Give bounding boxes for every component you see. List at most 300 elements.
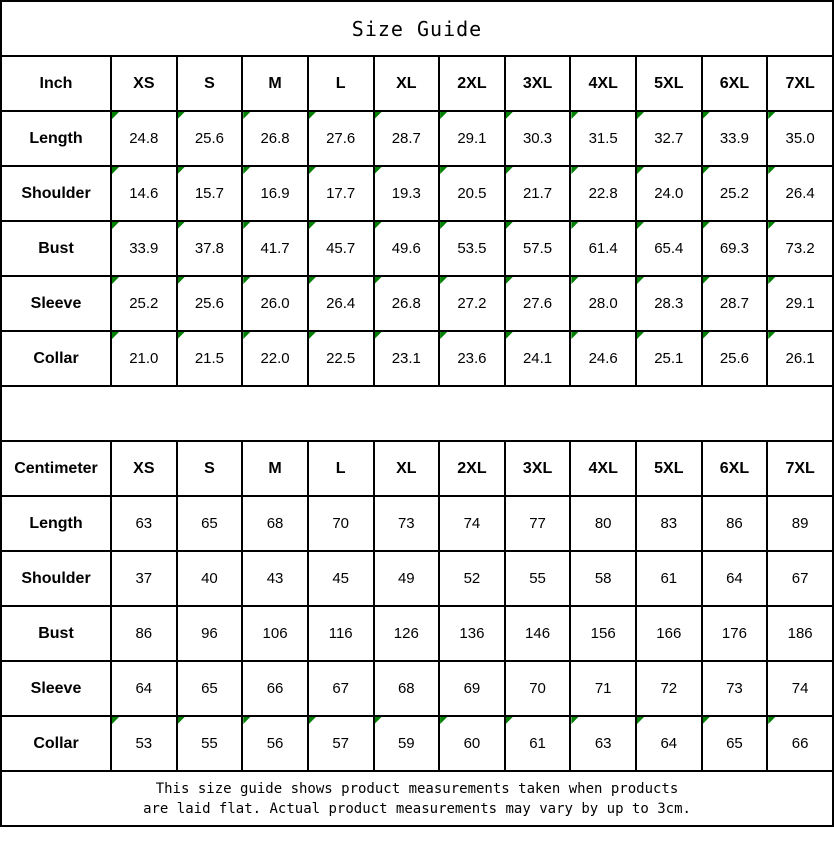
measurement-value-cell — [242, 606, 308, 661]
measurement-value: 26.4 — [326, 295, 356, 312]
measurement-value-cell — [505, 661, 571, 716]
measurement-value-cell — [505, 496, 571, 551]
measurement-value-cell — [439, 166, 505, 221]
measurement-value: 55 — [529, 570, 546, 587]
measurement-value: 25.6 — [194, 295, 225, 312]
measurement-value-cell — [308, 276, 374, 331]
measurement-value: 40 — [201, 570, 218, 587]
measurement-value-cell — [767, 331, 833, 386]
measurement-value: 166 — [656, 625, 682, 642]
cell-flag-triangle-icon — [703, 717, 710, 724]
measurement-value: 83 — [660, 515, 678, 532]
measurement-value-cell — [570, 661, 636, 716]
measurement-value: 23.6 — [457, 350, 487, 367]
measurement-value: 28.7 — [719, 295, 750, 312]
measurement-value-cell — [767, 111, 833, 166]
measurement-value: 176 — [721, 625, 747, 642]
measurement-value: 80 — [594, 515, 612, 532]
cell-flag-triangle-icon — [178, 717, 185, 724]
footer-note — [1, 771, 833, 826]
measurement-value-cell — [636, 606, 702, 661]
cell-flag-triangle-icon — [243, 167, 250, 174]
measurement-value: 96 — [201, 625, 218, 642]
cell-flag-triangle-icon — [440, 167, 447, 174]
measurement-value-cell — [505, 606, 571, 661]
measurement-value-cell — [111, 111, 177, 166]
measurement-value-cell — [702, 166, 768, 221]
measurement-value: 33.9 — [719, 130, 750, 147]
measurement-value: 65 — [201, 680, 218, 697]
measurement-value-cell — [374, 496, 440, 551]
measurement-value-cell — [767, 276, 833, 331]
size-header-cell: M — [242, 441, 308, 496]
measurement-value: 61.4 — [588, 240, 618, 257]
measurement-value-cell — [570, 551, 636, 606]
measurement-value: 86 — [726, 515, 743, 532]
cell-flag-triangle-icon — [703, 112, 710, 119]
cell-flag-triangle-icon — [243, 112, 250, 119]
measurement-value-cell — [636, 331, 702, 386]
measurement-label-cell: Length — [1, 111, 111, 166]
measurement-value: 26.8 — [391, 295, 421, 312]
footer-note-line2: are laid flat. Actual product measurements may vary by up to 3cm. — [143, 800, 691, 817]
cell-flag-triangle-icon — [375, 167, 382, 174]
cell-flag-triangle-icon — [571, 332, 578, 339]
measurement-value: 186 — [787, 625, 813, 642]
size-header-cell: M — [242, 56, 308, 111]
measurement-value-cell — [505, 276, 571, 331]
measurement-value: 19.3 — [391, 185, 421, 202]
cell-flag-triangle-icon — [506, 277, 513, 284]
measurement-value: 70 — [332, 515, 350, 532]
cell-flag-triangle-icon — [440, 332, 447, 339]
measurement-value: 67 — [791, 570, 809, 587]
measurement-value-cell — [308, 331, 374, 386]
measurement-value-cell — [767, 496, 833, 551]
measurement-value-cell — [111, 331, 177, 386]
cell-flag-triangle-icon — [768, 222, 775, 229]
cell-flag-triangle-icon — [571, 167, 578, 174]
measurement-value: 21.0 — [129, 350, 159, 367]
cell-flag-triangle-icon — [375, 222, 382, 229]
footer-note-line1: This size guide shows product measurements taken when products — [155, 780, 679, 797]
cell-flag-triangle-icon — [375, 112, 382, 119]
cell-flag-triangle-icon — [112, 222, 119, 229]
measurement-value-cell — [111, 166, 177, 221]
measurement-value-cell — [636, 661, 702, 716]
measurement-value: 22.8 — [588, 185, 618, 202]
measurement-value-cell — [111, 606, 177, 661]
measurement-value: 24.1 — [522, 350, 553, 367]
cell-flag-triangle-icon — [506, 222, 513, 229]
measurement-value: 72 — [660, 680, 678, 697]
measurement-value: 71 — [594, 680, 612, 697]
cell-flag-triangle-icon — [309, 717, 316, 724]
measurement-value: 66 — [266, 680, 284, 697]
size-header-cell: 2XL — [439, 56, 505, 111]
size-header-cell: 3XL — [505, 441, 571, 496]
measurement-value: 61 — [529, 735, 546, 752]
measurement-value-cell — [636, 716, 702, 771]
measurement-value-cell — [308, 606, 374, 661]
measurement-value: 22.0 — [260, 350, 290, 367]
measurement-value: 28.7 — [391, 130, 421, 147]
measurement-value: 27.6 — [522, 295, 553, 312]
cell-flag-triangle-icon — [637, 167, 644, 174]
measurement-value-cell — [111, 276, 177, 331]
cell-flag-triangle-icon — [375, 717, 382, 724]
cell-flag-triangle-icon — [768, 332, 775, 339]
measurement-value: 86 — [135, 625, 153, 642]
measurement-value: 67 — [332, 680, 350, 697]
cell-flag-triangle-icon — [178, 222, 185, 229]
unit-header-cell: Inch — [1, 56, 111, 111]
cell-flag-triangle-icon — [768, 717, 775, 724]
measurement-value: 28.3 — [654, 295, 684, 312]
measurement-label-cell: Sleeve — [1, 276, 111, 331]
measurement-value-cell — [374, 276, 440, 331]
cell-flag-triangle-icon — [309, 332, 316, 339]
size-header-cell: S — [177, 441, 243, 496]
measurement-value-cell — [177, 276, 243, 331]
cell-flag-triangle-icon — [703, 332, 710, 339]
cell-flag-triangle-icon — [440, 717, 447, 724]
cell-flag-triangle-icon — [637, 112, 644, 119]
measurement-value-cell — [570, 221, 636, 276]
measurement-value: 68 — [266, 515, 284, 532]
unit-header-cell: Centimeter — [1, 441, 111, 496]
measurement-value: 33.9 — [129, 240, 159, 257]
size-header-cell: S — [177, 56, 243, 111]
measurement-value-cell — [636, 221, 702, 276]
cell-flag-triangle-icon — [112, 332, 119, 339]
cell-flag-triangle-icon — [178, 167, 185, 174]
measurement-value: 55 — [201, 735, 218, 752]
measurement-value-cell — [570, 166, 636, 221]
size-header-cell: 2XL — [439, 441, 505, 496]
measurement-value-cell — [374, 661, 440, 716]
cell-flag-triangle-icon — [375, 332, 382, 339]
measurement-value-cell — [177, 331, 243, 386]
measurement-value: 27.2 — [457, 295, 487, 312]
measurement-value-cell — [702, 716, 768, 771]
measurement-value: 37 — [135, 570, 153, 587]
measurement-value-cell — [702, 496, 768, 551]
size-header-cell: XL — [374, 56, 440, 111]
measurement-value: 63 — [135, 515, 153, 532]
cell-flag-triangle-icon — [112, 112, 119, 119]
measurement-value-cell — [439, 331, 505, 386]
measurement-value: 73 — [726, 680, 743, 697]
measurement-value: 63 — [594, 735, 612, 752]
measurement-value-cell — [308, 496, 374, 551]
measurement-value: 116 — [328, 625, 353, 642]
measurement-value-cell — [570, 496, 636, 551]
measurement-value-cell — [177, 496, 243, 551]
measurement-value-cell — [242, 166, 308, 221]
measurement-value: 25.1 — [654, 350, 684, 367]
measurement-value: 25.2 — [719, 185, 750, 202]
cell-flag-triangle-icon — [309, 167, 316, 174]
measurement-value-cell — [570, 111, 636, 166]
measurement-value-cell — [636, 166, 702, 221]
cell-flag-triangle-icon — [309, 277, 316, 284]
cell-flag-triangle-icon — [768, 167, 775, 174]
cell-flag-triangle-icon — [637, 277, 644, 284]
measurement-value-cell — [242, 111, 308, 166]
measurement-value: 69.3 — [719, 240, 750, 257]
measurement-value: 68 — [397, 680, 415, 697]
measurement-value-cell — [177, 551, 243, 606]
measurement-value-cell — [439, 606, 505, 661]
measurement-value-cell — [177, 661, 243, 716]
measurement-value-cell — [111, 716, 177, 771]
measurement-value-cell — [242, 661, 308, 716]
measurement-value-cell — [636, 551, 702, 606]
measurement-value: 32.7 — [654, 130, 684, 147]
measurement-value: 31.5 — [588, 130, 618, 147]
cell-flag-triangle-icon — [571, 112, 578, 119]
cell-flag-triangle-icon — [112, 167, 119, 174]
measurement-value-cell — [374, 716, 440, 771]
measurement-value: 37.8 — [194, 240, 225, 257]
measurement-value-cell — [636, 276, 702, 331]
measurement-value: 22.5 — [326, 350, 356, 367]
measurement-value: 69 — [463, 680, 481, 697]
cell-flag-triangle-icon — [112, 717, 119, 724]
measurement-value-cell — [570, 331, 636, 386]
measurement-value-cell — [505, 551, 571, 606]
measurement-value-cell — [242, 331, 308, 386]
size-header-cell: 4XL — [570, 441, 636, 496]
measurement-value: 25.6 — [194, 130, 225, 147]
measurement-value: 73.2 — [785, 240, 815, 257]
measurement-value-cell — [570, 606, 636, 661]
measurement-value-cell — [570, 276, 636, 331]
cell-flag-triangle-icon — [178, 332, 185, 339]
measurement-value-cell — [702, 111, 768, 166]
cell-flag-triangle-icon — [637, 222, 644, 229]
measurement-value: 64 — [726, 570, 743, 587]
size-header-cell: 7XL — [767, 441, 833, 496]
cell-flag-triangle-icon — [768, 112, 775, 119]
size-header-cell: 6XL — [702, 56, 768, 111]
measurement-value: 61 — [660, 570, 678, 587]
cell-flag-triangle-icon — [506, 717, 513, 724]
measurement-value-cell — [242, 221, 308, 276]
measurement-value-cell — [439, 716, 505, 771]
measurement-value: 65.4 — [654, 240, 684, 257]
measurement-value: 64 — [135, 680, 153, 697]
measurement-value-cell — [439, 551, 505, 606]
measurement-value-cell — [374, 111, 440, 166]
measurement-value: 53 — [135, 735, 153, 752]
measurement-value-cell — [111, 661, 177, 716]
measurement-value: 15.7 — [194, 185, 225, 202]
measurement-value-cell — [439, 221, 505, 276]
cell-flag-triangle-icon — [506, 112, 513, 119]
measurement-value-cell — [505, 331, 571, 386]
measurement-value: 26.0 — [260, 295, 290, 312]
cell-flag-triangle-icon — [703, 277, 710, 284]
measurement-value-cell — [767, 716, 833, 771]
measurement-value-cell — [242, 551, 308, 606]
cell-flag-triangle-icon — [178, 112, 185, 119]
cell-flag-triangle-icon — [375, 277, 382, 284]
measurement-value: 24.8 — [129, 130, 159, 147]
measurement-value: 59 — [397, 735, 415, 752]
measurement-value: 14.6 — [129, 185, 159, 202]
size-header-cell: L — [308, 441, 374, 496]
cell-flag-triangle-icon — [309, 222, 316, 229]
measurement-value: 66 — [791, 735, 809, 752]
measurement-value: 70 — [529, 680, 546, 697]
measurement-value-cell — [439, 111, 505, 166]
measurement-value-cell — [374, 551, 440, 606]
measurement-value-cell — [374, 331, 440, 386]
measurement-value-cell — [702, 276, 768, 331]
measurement-value: 65 — [726, 735, 743, 752]
size-header-cell: XS — [111, 56, 177, 111]
measurement-value-cell — [177, 716, 243, 771]
measurement-value-cell — [767, 606, 833, 661]
measurement-value-cell — [308, 661, 374, 716]
measurement-value: 53.5 — [457, 240, 487, 257]
measurement-label-cell: Sleeve — [1, 661, 111, 716]
measurement-value: 146 — [525, 625, 551, 642]
size-header-cell: 5XL — [636, 441, 702, 496]
measurement-label-cell: Collar — [1, 331, 111, 386]
measurement-value: 26.8 — [260, 130, 290, 147]
measurement-value: 26.4 — [785, 185, 815, 202]
measurement-value-cell — [308, 551, 374, 606]
measurement-value: 58 — [594, 570, 612, 587]
measurement-value-cell — [308, 111, 374, 166]
measurement-value: 24.0 — [654, 185, 684, 202]
measurement-value-cell — [242, 276, 308, 331]
measurement-value: 35.0 — [785, 130, 815, 147]
cell-flag-triangle-icon — [506, 167, 513, 174]
cell-flag-triangle-icon — [178, 277, 185, 284]
measurement-value: 136 — [459, 625, 485, 642]
measurement-value-cell — [177, 606, 243, 661]
measurement-value: 21.5 — [194, 350, 225, 367]
measurement-value-cell — [505, 221, 571, 276]
measurement-value: 21.7 — [522, 185, 553, 202]
measurement-value: 49 — [397, 570, 415, 587]
cell-flag-triangle-icon — [703, 222, 710, 229]
cell-flag-triangle-icon — [440, 112, 447, 119]
cell-flag-triangle-icon — [112, 277, 119, 284]
measurement-value: 29.1 — [785, 295, 815, 312]
size-header-cell: XS — [111, 441, 177, 496]
measurement-value-cell — [767, 166, 833, 221]
measurement-value-cell — [702, 661, 768, 716]
size-header-cell: 3XL — [505, 56, 571, 111]
measurement-value: 49.6 — [391, 240, 421, 257]
cell-flag-triangle-icon — [571, 717, 578, 724]
measurement-value: 45 — [332, 570, 350, 587]
measurement-value: 16.9 — [260, 185, 290, 202]
measurement-value: 65 — [201, 515, 218, 532]
measurement-value-cell — [308, 166, 374, 221]
measurement-value-cell — [702, 551, 768, 606]
measurement-value-cell — [374, 221, 440, 276]
measurement-value: 41.7 — [260, 240, 290, 257]
measurement-value: 17.7 — [326, 185, 356, 202]
cell-flag-triangle-icon — [243, 277, 250, 284]
cell-flag-triangle-icon — [637, 332, 644, 339]
cell-flag-triangle-icon — [440, 277, 447, 284]
cell-flag-triangle-icon — [571, 222, 578, 229]
measurement-value: 73 — [397, 515, 415, 532]
measurement-value-cell — [439, 661, 505, 716]
measurement-value: 74 — [463, 515, 481, 532]
measurement-value: 29.1 — [457, 130, 487, 147]
table-spacer — [1, 386, 833, 441]
measurement-value: 64 — [660, 735, 678, 752]
size-header-cell: 4XL — [570, 56, 636, 111]
measurement-value: 26.1 — [785, 350, 815, 367]
cell-flag-triangle-icon — [571, 277, 578, 284]
cell-flag-triangle-icon — [703, 167, 710, 174]
size-header-cell: 5XL — [636, 56, 702, 111]
cell-flag-triangle-icon — [440, 222, 447, 229]
measurement-value: 25.2 — [129, 295, 159, 312]
measurement-value: 24.6 — [588, 350, 618, 367]
measurement-value-cell — [702, 331, 768, 386]
measurement-value-cell — [111, 496, 177, 551]
size-header-cell: XL — [374, 441, 440, 496]
measurement-value: 126 — [393, 625, 419, 642]
measurement-value-cell — [111, 221, 177, 276]
measurement-value-cell — [439, 496, 505, 551]
cell-flag-triangle-icon — [506, 332, 513, 339]
measurement-value: 25.6 — [719, 350, 750, 367]
measurement-value-cell — [767, 221, 833, 276]
measurement-label-cell: Bust — [1, 221, 111, 276]
measurement-value: 45.7 — [326, 240, 356, 257]
measurement-value: 77 — [529, 515, 546, 532]
measurement-value: 106 — [262, 625, 288, 642]
measurement-value-cell — [702, 221, 768, 276]
measurement-value-cell — [767, 661, 833, 716]
cell-flag-triangle-icon — [768, 277, 775, 284]
measurement-value: 20.5 — [457, 185, 487, 202]
measurement-value-cell — [570, 716, 636, 771]
measurement-value-cell — [308, 221, 374, 276]
measurement-value: 57.5 — [522, 240, 553, 257]
measurement-value-cell — [505, 166, 571, 221]
measurement-value: 52 — [463, 570, 481, 587]
cell-flag-triangle-icon — [243, 717, 250, 724]
measurement-value-cell — [111, 551, 177, 606]
measurement-label-cell: Shoulder — [1, 166, 111, 221]
measurement-value: 74 — [791, 680, 809, 697]
measurement-value-cell — [505, 716, 571, 771]
measurement-value-cell — [767, 551, 833, 606]
cell-flag-triangle-icon — [309, 112, 316, 119]
measurement-value: 28.0 — [588, 295, 618, 312]
measurement-value: 60 — [463, 735, 481, 752]
measurement-label-cell: Bust — [1, 606, 111, 661]
measurement-value: 156 — [590, 625, 616, 642]
measurement-value-cell — [374, 166, 440, 221]
measurement-value-cell — [636, 111, 702, 166]
measurement-value-cell — [177, 166, 243, 221]
cell-flag-triangle-icon — [243, 332, 250, 339]
measurement-value: 89 — [791, 515, 809, 532]
